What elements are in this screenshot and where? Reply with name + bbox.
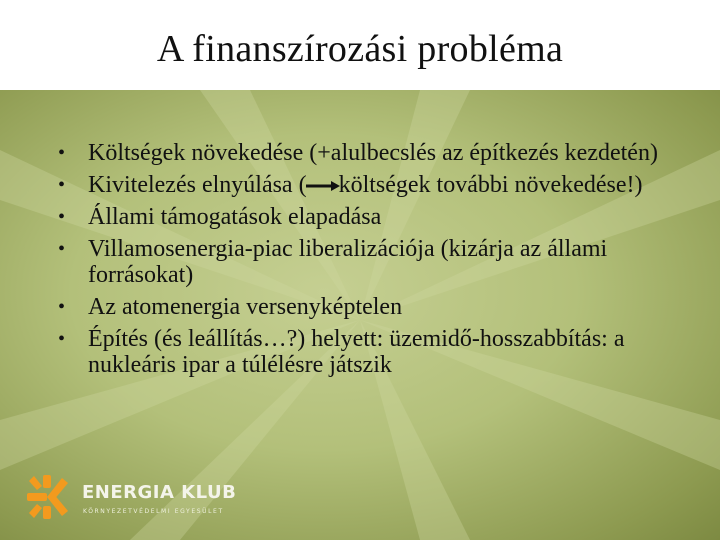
bullet-item — [58, 140, 668, 166]
bullet-text: Építés (és leállítás…?) helyett: üzemidő-hosszabbítás: a nukleáris ipar a túlélésre játszik — [88, 326, 625, 378]
bullet-dot: • — [58, 238, 66, 260]
bullet-item — [58, 204, 668, 230]
title-band — [0, 0, 720, 90]
bullet-text-before-arrow: Kivitelezés elnyúlása ( — [88, 172, 307, 198]
logo-subtitle: KÖRNYEZETVÉDELMI EGYESÜLET — [83, 508, 224, 515]
bullet-text-after-arrow: költségek további növekedése!) — [338, 172, 643, 198]
bullet-dot: • — [58, 296, 66, 318]
right-arrow-icon — [305, 180, 341, 192]
logo-name: ENERGIA KLUB — [82, 482, 237, 503]
bullet-text: Az atomenergia versenyképtelen — [88, 294, 403, 320]
bullet-item — [58, 236, 668, 288]
bullet-dot: • — [58, 174, 66, 196]
bullet-text: Villamosenergia-piac liberalizációja (kizárja az állami forrásokat) — [88, 236, 608, 288]
bullet-item — [58, 294, 668, 320]
bullet-list — [58, 140, 668, 384]
bullet-dot: • — [58, 328, 66, 350]
bullet-item — [58, 172, 668, 198]
bullet-item — [58, 326, 668, 378]
bullet-text: Költségek növekedése (+alulbecslés az építkezés kezdetén) — [88, 140, 658, 166]
slide-title: A finanszírozási probléma — [156, 28, 564, 70]
bullet-dot: • — [58, 142, 66, 164]
energia-klub-sun-logo-icon — [22, 472, 72, 522]
bullet-dot: • — [58, 206, 66, 228]
energia-klub-logo — [22, 472, 252, 528]
bullet-text: Állami támogatások elapadása — [88, 204, 382, 230]
